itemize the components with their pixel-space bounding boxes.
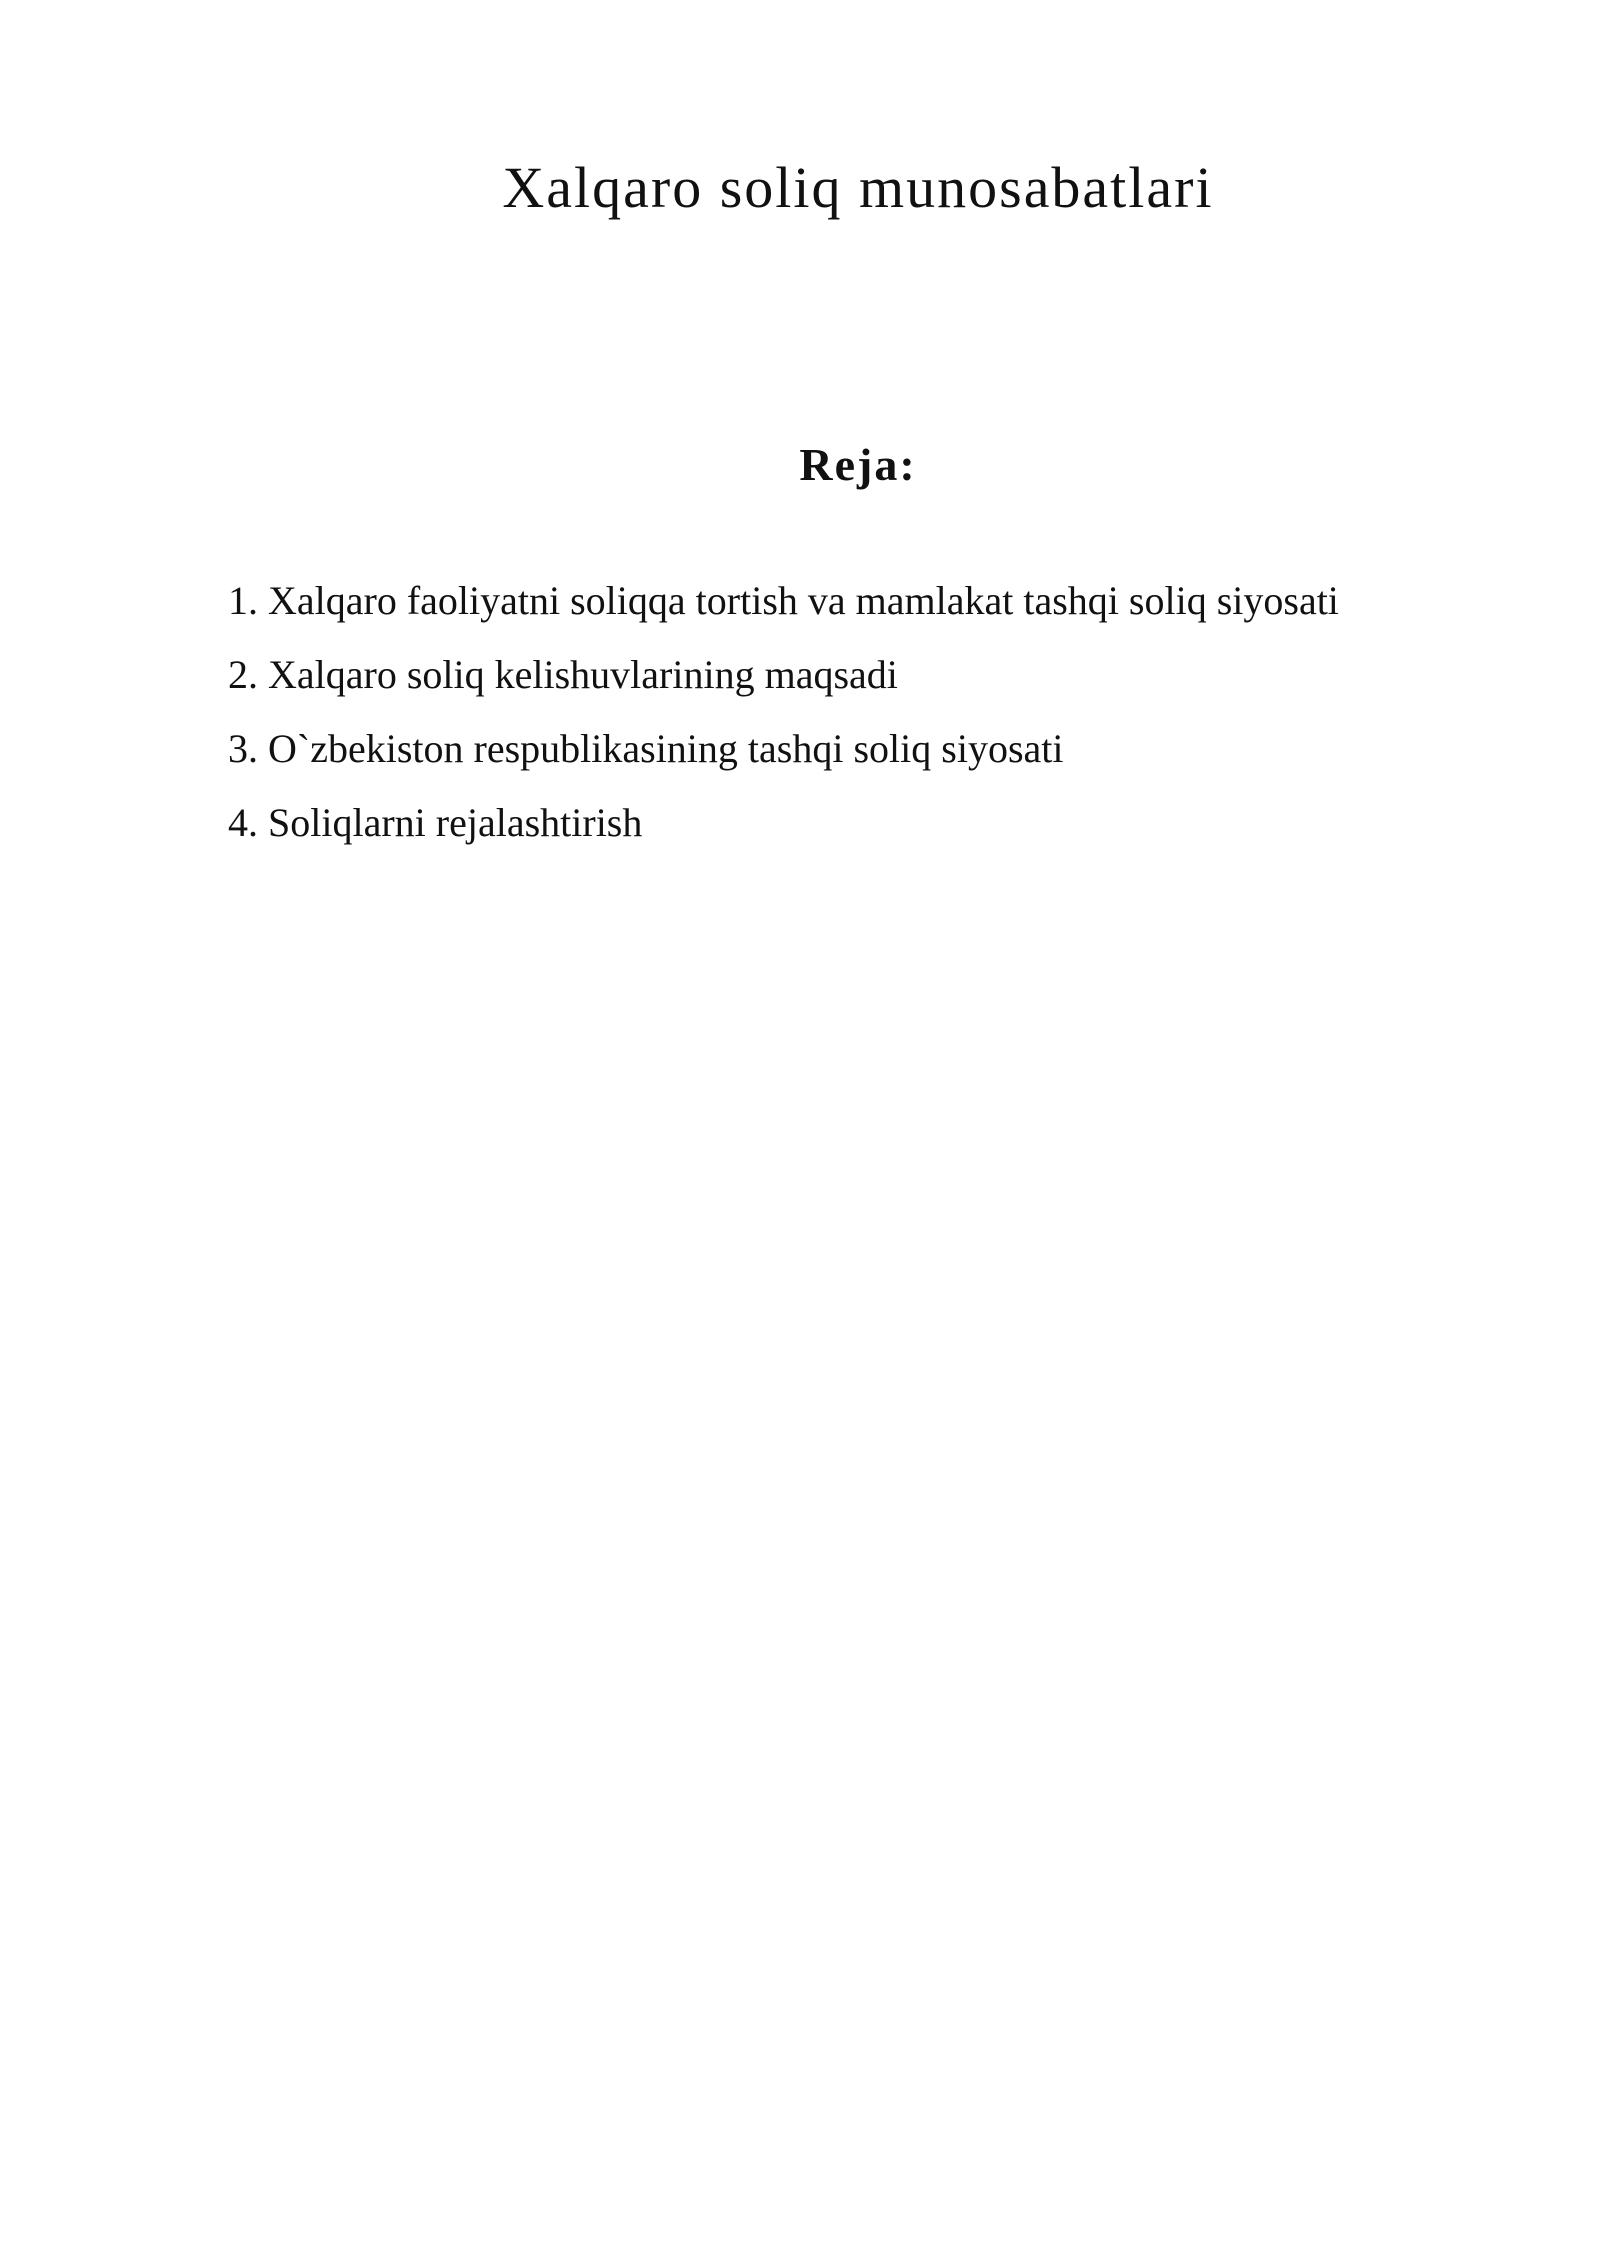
document-title: Xalqaro soliq munosabatlari — [502, 155, 1214, 220]
plan-item-2: 2. Xalqaro soliq kelishuvlarining maqsadi — [228, 652, 898, 697]
plan-item-3: 3. O`zbekiston respublikasining tashqi soliq siyosati — [228, 726, 1064, 771]
plan-heading: Reja: — [799, 439, 917, 490]
plan-item-1: 1. Xalqaro faoliyatni soliqqa tortish va mamlakat tashqi soliq siyosati — [228, 578, 1339, 623]
plan-item-4: 4. Soliqlarni rejalashtirish — [228, 800, 643, 845]
plan-list — [228, 575, 1339, 871]
